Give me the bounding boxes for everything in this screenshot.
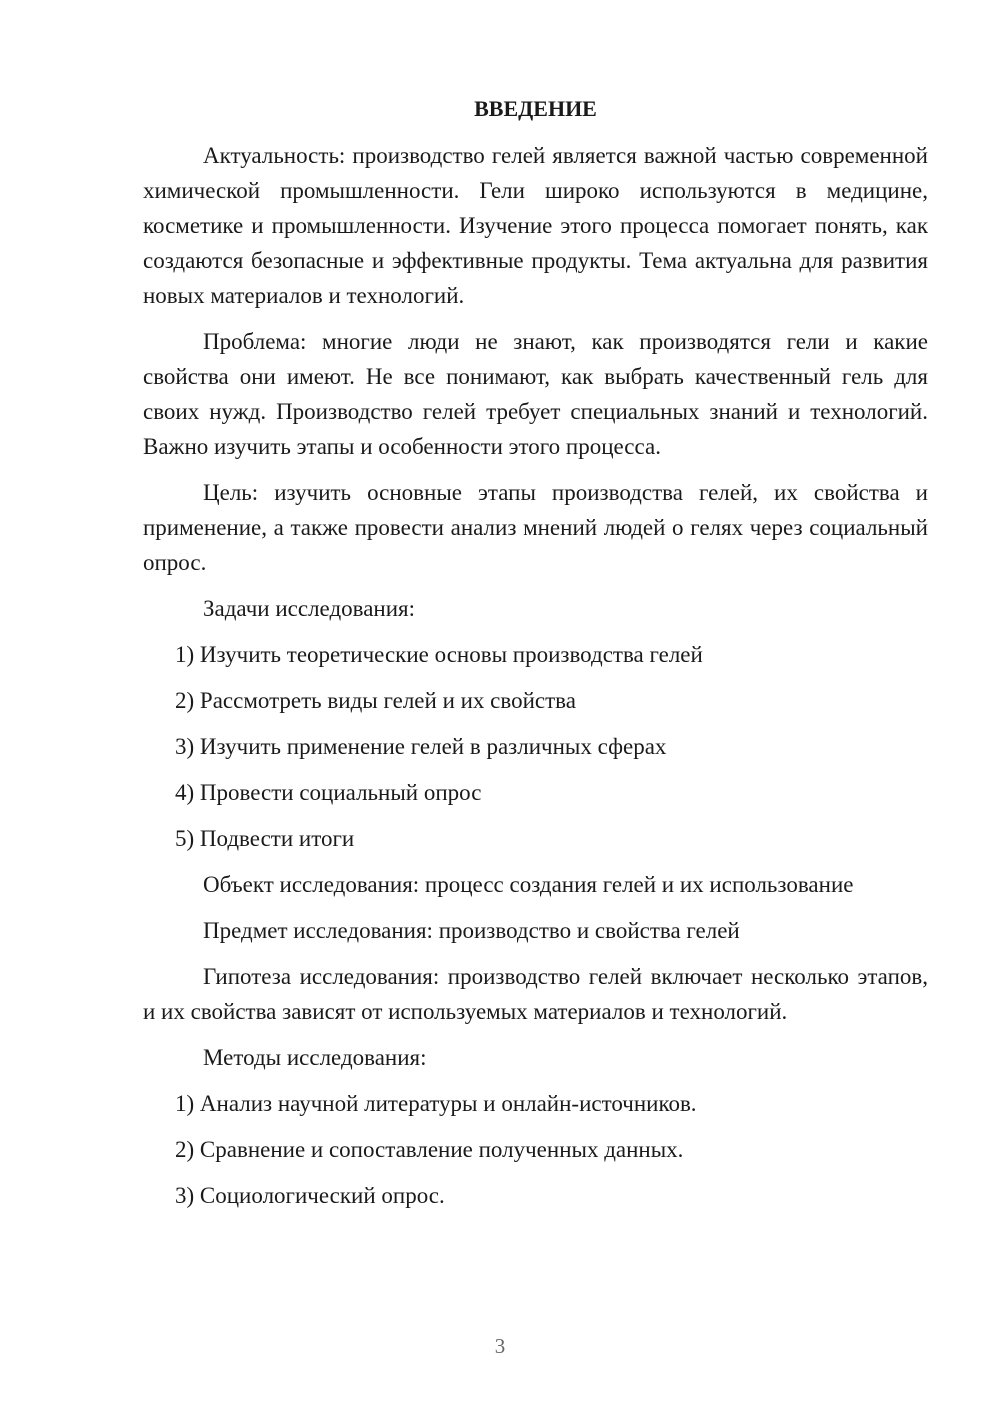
list-item: 5) Подвести итоги	[175, 826, 355, 851]
page-number: 3	[494, 1334, 506, 1358]
tasks-title: Задачи исследования:	[203, 596, 416, 621]
subject-line: Предмет исследования: производство и свойства гелей	[203, 918, 740, 943]
page-content	[143, 94, 928, 1224]
problem-paragraph: Проблема: многие люди не знают, как производятся гели и какие свойства они имеют. Не все понимают, как выбрать качественный гель для своих нужд. Производство гелей требует специальных знаний и технологий. Важно изучить этапы и особенности этого процесса.	[143, 329, 928, 459]
list-item: 3) Изучить применение гелей в различных сферах	[175, 734, 667, 759]
object-line: Объект исследования: процесс создания гелей и их использование	[203, 872, 854, 897]
list-item: 4) Провести социальный опрос	[175, 780, 482, 805]
list-item: 1) Изучить теоретические основы производства гелей	[175, 642, 703, 667]
methods-title: Методы исследования:	[203, 1045, 427, 1070]
section-heading: ВВЕДЕНИЕ	[474, 96, 597, 121]
goal-paragraph: Цель: изучить основные этапы производства гелей, их свойства и применение, а также провести анализ мнений людей о гелях через социальный опрос.	[143, 480, 928, 575]
list-item: 3) Социологический опрос.	[175, 1183, 445, 1208]
list-item: 2) Сравнение и сопоставление полученных данных.	[175, 1137, 684, 1162]
list-item: 1) Анализ научной литературы и онлайн-источников.	[175, 1091, 697, 1116]
relevance-paragraph: Актуальность: производство гелей является важной частью современной химической промышленности. Гели широко используются в медицине, косметике и промышленности. Изучение этого процесса помогает понять, как создаются безопасные и эффективные продукты. Тема актуальна для развития новых материалов и технологий.	[143, 143, 928, 308]
list-item: 2) Рассмотреть виды гелей и их свойства	[175, 688, 576, 713]
methods-list	[143, 1086, 928, 1213]
tasks-list	[143, 637, 928, 856]
hypothesis-paragraph: Гипотеза исследования: производство гелей включает несколько этапов, и их свойства зависят от используемых материалов и технологий.	[143, 964, 928, 1024]
